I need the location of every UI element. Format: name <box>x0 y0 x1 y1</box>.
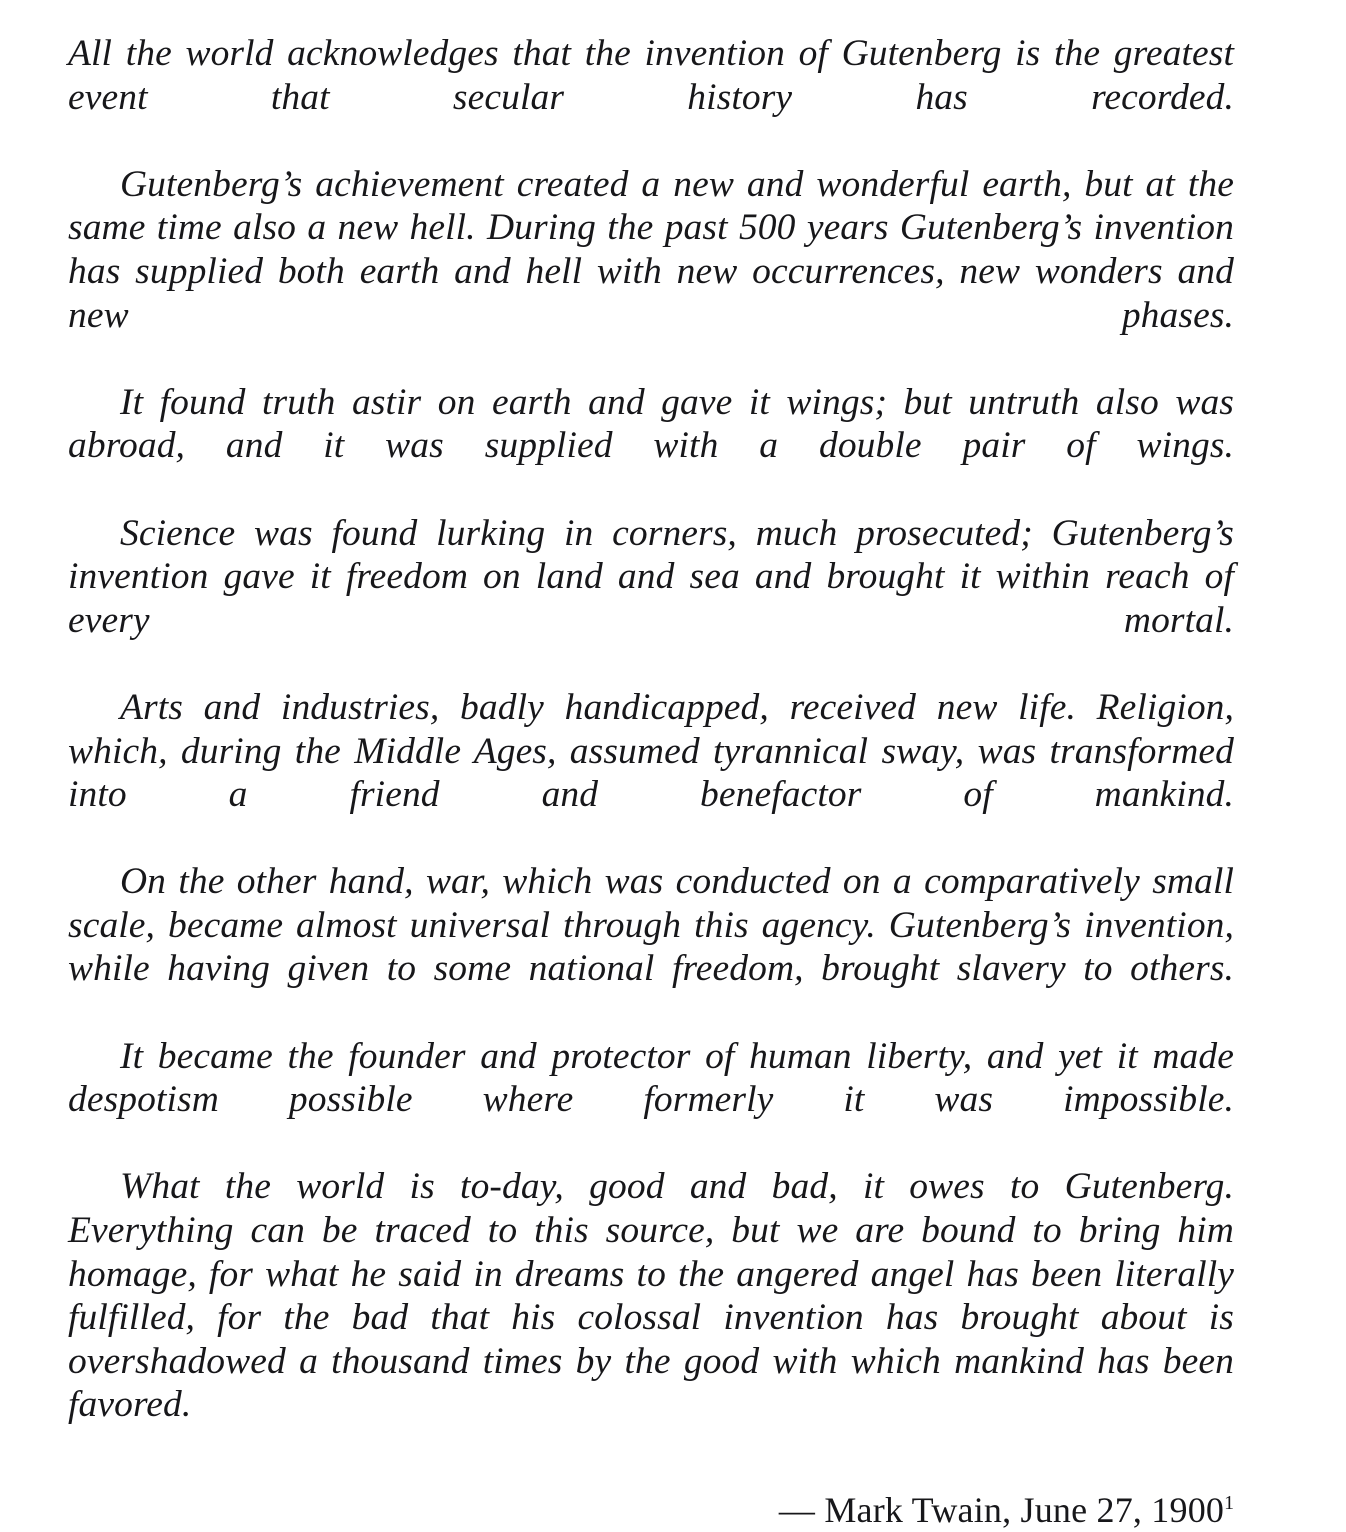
attribution-spacer <box>815 1490 824 1530</box>
quote-paragraph: It found truth astir on earth and gave it wings; but untruth also was abroad, and it was supplied with a double pair of wings. <box>68 381 1234 467</box>
quote-paragraph: It became the founder and protector of human liberty, and yet it made despotism possible where formerly it was impossible. <box>68 1035 1234 1121</box>
attribution-separator: , <box>1002 1489 1012 1530</box>
quote-paragraph: What the world is to-day, good and bad, it owes to Gutenberg. Everything can be traced to this source, but we are bound to bring him homage, for what he said in dreams to the angered angel has been literally fulfilled, for the bad that his colossal invention has brought about is overshadowed a thousand times by the good with which mankind has been favored. <box>68 1166 1234 1426</box>
quote-paragraph: All the world acknowledges that the invention of Gutenberg is the greatest event that secular history has recorded. <box>68 33 1234 118</box>
block-quote <box>68 32 1234 1471</box>
quote-paragraph: On the other hand, war, which was conducted on a comparatively small scale, became almost universal through this agency. Gutenberg’s invention, while having given to some national freedom, brought slavery to others. <box>68 861 1234 990</box>
quote-attribution <box>68 1488 1234 1532</box>
quote-paragraph: Arts and industries, badly handicapped, received new life. Religion, which, during the Middle Ages, assumed tyrannical sway, was transformed into a friend and benefactor of mankind. <box>68 686 1234 816</box>
attribution-spacer <box>1011 1490 1020 1530</box>
quote-paragraph: Gutenberg’s achievement created a new and wonderful earth, but at the same time also a new hell. During the past 500 years Gutenberg’s invention has supplied both earth and hell with new occurrences, new wonders and new phases. <box>68 163 1234 336</box>
attribution-author: Mark Twain <box>824 1489 1003 1530</box>
footnote-marker[interactable]: 1 <box>1224 1491 1234 1514</box>
attribution-date: June 27, 1900 <box>1020 1489 1225 1530</box>
quote-paragraph: Science was found lurking in corners, much prosecuted; Gutenberg’s invention gave it freedom on land and sea and brought it within reach of every mortal. <box>68 512 1234 641</box>
em-dash: — <box>778 1489 816 1530</box>
